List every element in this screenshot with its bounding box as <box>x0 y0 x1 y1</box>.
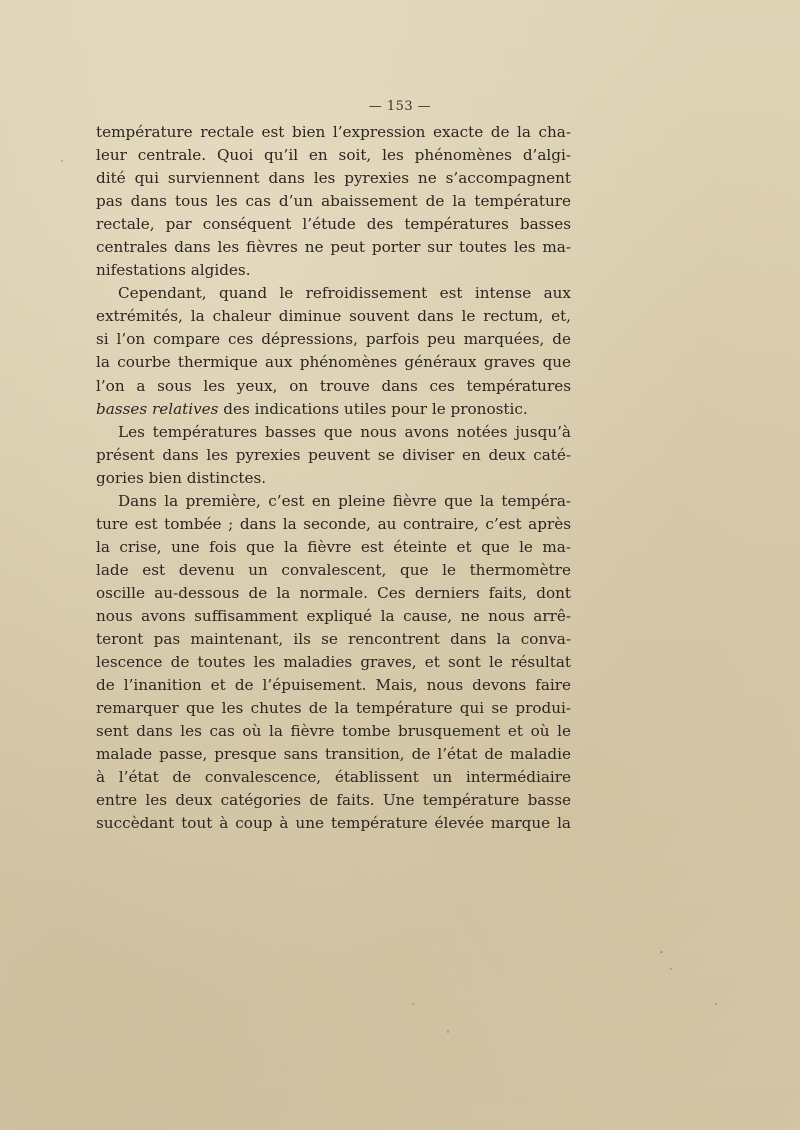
text-line: succèdant tout à coup à une température élevée marque la <box>96 814 571 833</box>
text-line: de l’inanition et de l’épuisement. Mais, nous devons faire <box>96 676 571 695</box>
text-line-rest: des indications utiles pour le pronostic. <box>223 399 528 418</box>
text-line: nifestations algides. <box>96 261 251 280</box>
text-line: entre les deux catégories de faits. Une température basse <box>96 791 571 810</box>
text-line: gories bien distinctes. <box>96 468 267 487</box>
paper-speck <box>61 160 63 162</box>
text-line: malade passe, presque sans transition, de l’état de maladie <box>96 745 571 764</box>
text-line: lescence de toutes les maladies graves, et sont le résultat <box>96 653 571 672</box>
text-line: température rectale est bien l’expression exacte de la cha- <box>96 123 571 141</box>
paper-speck <box>670 968 672 970</box>
paper-speck <box>660 951 663 953</box>
text-line: centrales dans les fièvres ne peut porter sur toutes les ma- <box>96 238 571 257</box>
text-line: l’on a sous les yeux, on trouve dans ces températures <box>96 376 571 395</box>
text-line: dité qui surviennent dans les pyrexies ne s’accompagnent <box>96 169 571 188</box>
text-line: la courbe thermique aux phénomènes généraux graves que <box>96 353 571 372</box>
text-line: ture est tombée ; dans la seconde, au contraire, c’est après <box>96 514 571 533</box>
text-line: Cependant, quand le refroidissement est intense aux <box>118 284 571 303</box>
text-line: nous avons suffisamment expliqué la cause, ne nous arrê- <box>96 606 571 625</box>
text-line: remarquer que les chutes de la température qui se produi- <box>96 699 571 718</box>
text-line: rectale, par conséquent l’étude des températures basses <box>96 215 571 234</box>
text-line: présent dans les pyrexies peuvent se diviser en deux caté- <box>96 445 571 464</box>
text-line: lade est devenu un convalescent, que le thermomètre <box>96 560 571 579</box>
italic-phrase: basses relatives <box>96 399 219 418</box>
text-line: extrémités, la chaleur diminue souvent dans le rectum, et, <box>96 307 571 326</box>
paper-speck <box>715 1003 717 1005</box>
text-line: pas dans tous les cas d’un abaissement de la température <box>96 192 571 211</box>
text-line: la crise, une fois que la fièvre est éteinte et que le ma- <box>96 537 571 556</box>
text-line: Les températures basses que nous avons notées jusqu’à <box>118 422 571 441</box>
paper-speck <box>447 1030 449 1033</box>
text-line: oscille au-dessous de la normale. Ces derniers faits, dont <box>96 583 571 602</box>
text-line: si l’on compare ces dépressions, parfois peu marquées, de <box>96 330 571 349</box>
text-line: leur centrale. Quoi qu’il en soit, les phénomènes d’algi- <box>96 146 571 165</box>
text-line-with-italic <box>96 398 571 421</box>
text-line: Dans la première, c’est en pleine fièvre que la tempéra- <box>118 491 571 510</box>
page-number: — 153 — <box>368 99 432 114</box>
body-text <box>96 121 571 835</box>
text-line: sent dans les cas où la fièvre tombe brusquement et où le <box>96 722 571 741</box>
text-line: à l’état de convalescence, établissent un intermédiaire <box>96 768 571 787</box>
text-line: teront pas maintenant, ils se rencontrent dans la conva- <box>96 630 571 649</box>
paper-speck <box>412 1003 414 1005</box>
